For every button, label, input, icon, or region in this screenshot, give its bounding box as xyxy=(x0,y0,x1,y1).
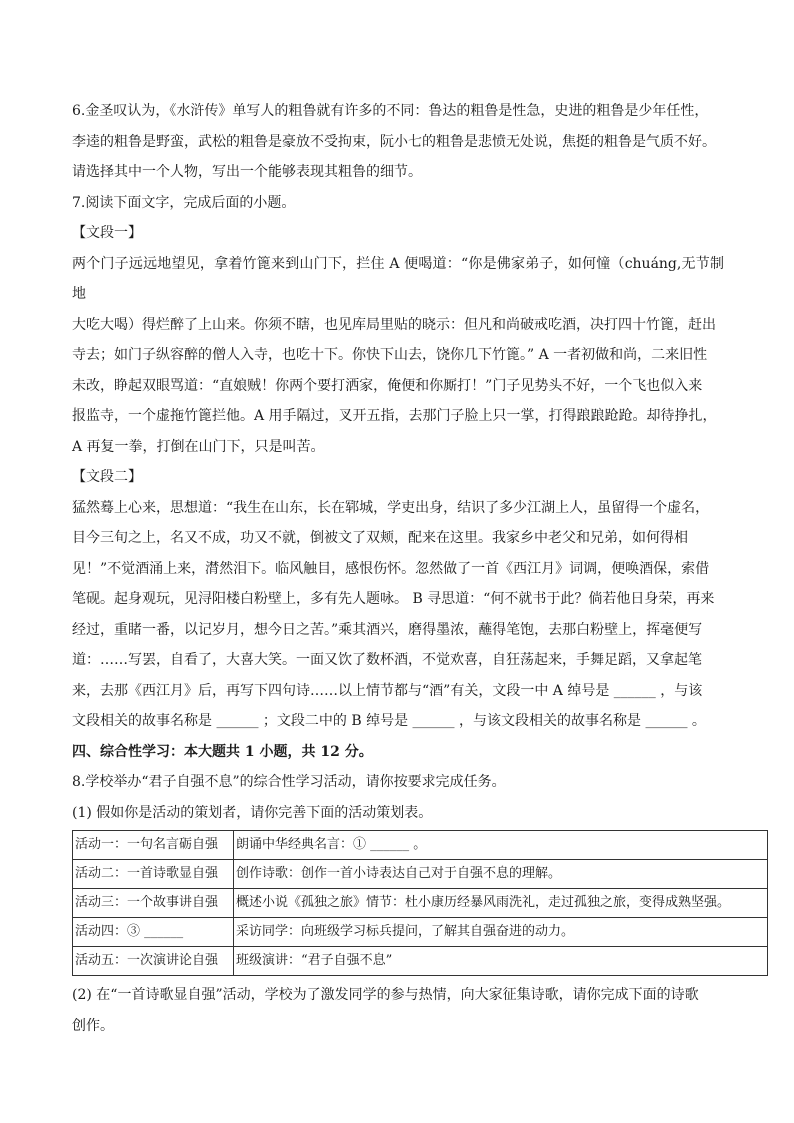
table-cell: 活动一：一句名言砺自强 xyxy=(73,831,234,860)
table-cell: 概述小说《孤独之旅》情节：杜小康历经暴风雨洗礼，走过孤独之旅，变得成熟坚强。 xyxy=(234,889,768,918)
table-row xyxy=(73,947,768,976)
table-cell: 朗诵中华经典名言：① ______ 。 xyxy=(234,831,768,860)
q7-seg2-line: 见！”不觉酒涌上来，潸然泪下。临风触目，感恨伤怀。忽然做了一首《西江月》词调，便唤酒保，索借 xyxy=(72,560,710,577)
q7-seg2-line: 目今三旬之上，名又不成，功又不就，倒被文了双颊，配来在这里。我家乡中老父和兄弟，如何得相 xyxy=(72,530,688,546)
table-cell: 活动三：一个故事讲自强 xyxy=(73,889,234,918)
table-row xyxy=(73,831,768,860)
q7-seg2-line: 经过，重睹一番，以记岁月，想今日之苦。”乘其酒兴，磨得墨浓，蘸得笔饱，去那白粉壁上，挥毫便写 xyxy=(72,621,703,638)
q7-seg1-line: 报监寺，一个虚拖竹篦拦他。A 用手隔过，叉开五指，去那门子脸上只一掌，打得踉踉跄跄。却待挣扎， xyxy=(72,408,717,424)
q7-seg1-line: 寺去；如门子纵容醉的僧人入寺，也吃十下。你快下山去，饶你几下竹篦。” A 一者初做和尚，二来旧性 xyxy=(72,347,708,363)
q7-seg2-line: 文段相关的故事名称是 ______ ；文段二中的 B 绰号是 ______ ，与该文段相关的故事名称是 ______ 。 xyxy=(72,713,706,729)
table-row xyxy=(73,860,768,889)
table-cell: 活动五：一次演讲论自强 xyxy=(73,947,234,976)
q7-seg2-line: 猛然蓦上心来，思想道：“我生在山东，长在郓城，学吏出身，结识了多少江湖上人，虽留得一个虚名， xyxy=(72,499,710,516)
q6-line-1: 6.金圣叹认为，《水浒传》单写人的粗鲁就有许多的不同：鲁达的粗鲁是性急，史进的粗鲁是少年任性， xyxy=(72,103,709,119)
section-4-heading: 四、综合性学习：本大题共 1 小题，共 12 分。 xyxy=(72,743,373,760)
q7-seg2-line: 来，去那《西江月》后，再写下四句诗……以上情节都与“酒”有关，文段一中 A 绰号是 ______ ，与该 xyxy=(72,682,703,699)
table-cell: 采访同学：向班级学习标兵提问，了解其自强奋进的动力。 xyxy=(234,918,768,947)
q7-seg2-title: 【文段二】 xyxy=(72,469,142,485)
q7-seg2-line: 笔砚。起身观玩，见浔阳楼白粉壁上，多有先人题咏。 B 寻思道：“何不就书于此？倘若他日身荣，再来 xyxy=(72,591,715,607)
q8-sub1: (1) 假如你是活动的策划者，请你完善下面的活动策划表。 xyxy=(72,804,433,821)
table-row xyxy=(73,918,768,947)
q7-seg1-line: 两个门子远远地望见，拿着竹篦来到山门下，拦住 A 便喝道：“你是佛家弟子，如何憧（chuáng,无节制地 xyxy=(72,255,724,302)
table-cell: 活动二：一首诗歌显自强 xyxy=(73,860,234,889)
q7-seg1-line: 大吃大喝）得烂醉了上山来。你须不瞎，也见库局里贴的晓示：但凡和尚破戒吃酒，决打四十竹篦，赶出 xyxy=(72,316,716,333)
activity-plan-table xyxy=(72,830,768,976)
table-cell: 活动四：③ ______ xyxy=(73,918,234,947)
table-cell: 创作诗歌：创作一首小诗表达自己对于自强不息的理解。 xyxy=(234,860,768,889)
q7-seg1-line: A 再复一拳，打倒在山门下，只是叫苦。 xyxy=(72,438,325,455)
q7-seg2-line: 道：……写罢，自看了，大喜大笑。一面又饮了数杯酒，不觉欢喜，自狂荡起来，手舞足蹈，又拿起笔 xyxy=(72,652,702,668)
q7-intro: 7.阅读下面文字，完成后面的小题。 xyxy=(72,194,296,211)
q6-line-2: 李逵的粗鲁是野蛮，武松的粗鲁是豪放不受拘束，阮小七的粗鲁是悲愤无处说，焦挺的粗鲁是气质不好。 xyxy=(72,133,716,150)
table-row xyxy=(73,889,768,918)
q8-sub2-line-1: (2) 在“一首诗歌显自强”活动，学校为了激发同学的参与热情，向大家征集诗歌，请你完成下面的诗歌 xyxy=(72,987,699,1003)
q8-intro: 8.学校举办“君子自强不息”的综合性学习活动，请你按要求完成任务。 xyxy=(72,774,506,790)
q7-seg1-title: 【文段一】 xyxy=(72,225,142,241)
table-cell: 班级演讲：“君子自强不息” xyxy=(234,947,768,976)
q6-line-3: 请选择其中一个人物，写出一个能够表现其粗鲁的细节。 xyxy=(72,164,422,180)
q8-sub2-line-2: 创作。 xyxy=(72,1017,114,1034)
q7-seg1-line: 未改，睁起双眼骂道：“直娘贼！你两个要打洒家，俺便和你厮打！”门子见势头不好，一个飞也似入来 xyxy=(72,377,703,394)
document-page xyxy=(72,96,731,1041)
